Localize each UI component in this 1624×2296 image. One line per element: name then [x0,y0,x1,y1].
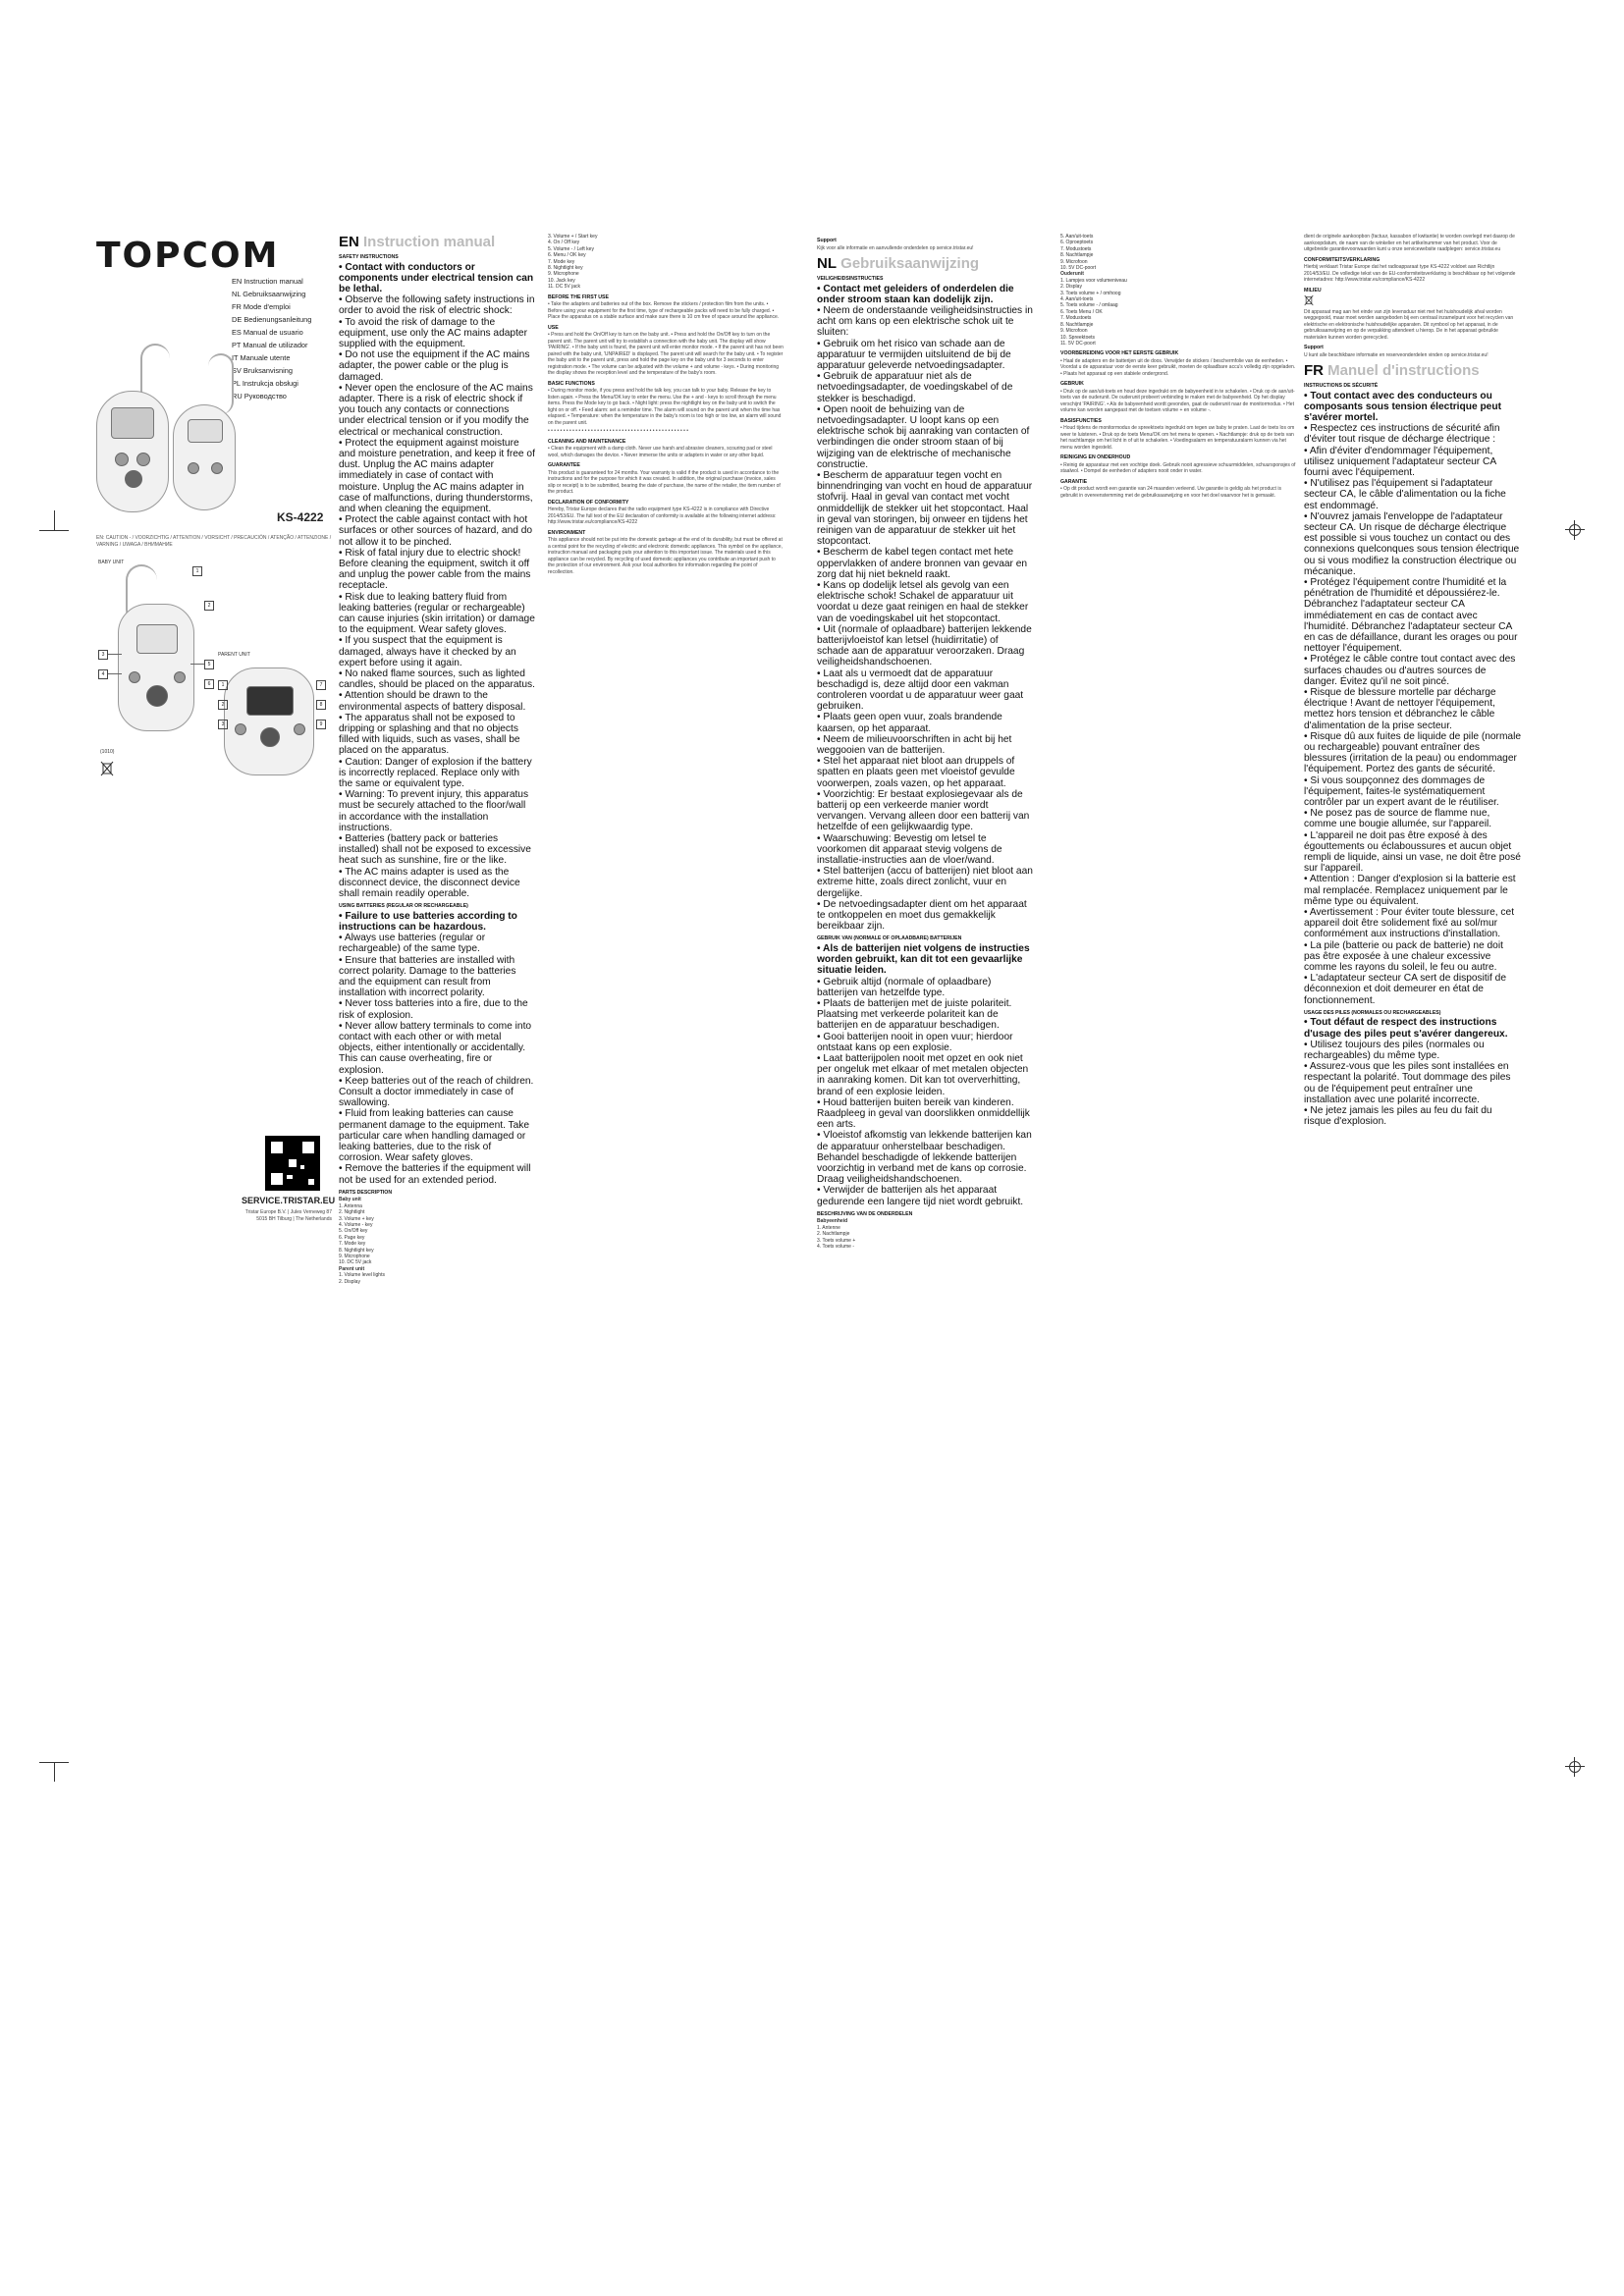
fr-safety-item: • Tout contact avec des conducteurs ou composants sous tension électrique peut s'avérer mortel. [1304,390,1501,423]
nl-column [817,234,1033,1250]
nl-safety-heading: VEILIGHEIDSINSTRUCTIES [817,276,884,282]
en-parts-heading: PARTS DESCRIPTION [339,1189,393,1196]
en-before-heading: BEFORE THE FIRST USE [548,294,609,300]
model-number: KS-4222 [277,510,324,524]
nl-safety-item: • Gebruik de apparatuur niet als de netvoedingsadapter, de voedingskabel of de stekker is beschadigd. [817,371,1013,404]
part-item: 1. Antenne [817,1224,840,1231]
en-safety-item: • Observe the following safety instructions in order to avoid the risk of electric shock: [339,294,535,317]
fr-safety-item: • L'adaptateur secteur CA sert de dispositif de déconnexion et doit demeurer en état de fonctionnement. [1304,973,1506,1006]
part-item: 10. DC 5V jack [339,1259,372,1266]
en-safety-item: • Risk due to leaking battery fluid from leaking batteries (regular or rechargeable) can cause injuries (skin irritation) or damage to the equipment. Wear safety gloves. [339,591,535,636]
nl-support-heading: Support [817,238,837,243]
nl-safety-item: • Waarschuwing: Bevestig om letsel te voorkomen dit apparaat stevig volgens de installatie-instructies aan de vloer/wand. [817,832,1002,867]
nl-cleaning-heading: REINIGING EN ONDERHOUD [1060,454,1131,461]
part-item: 6. Page key [339,1234,365,1241]
en-battery-item: • Failure to use batteries according to instructions can be hazardous. [339,910,517,933]
en-conformity-heading: DECLARATION OF CONFORMITY [548,499,629,506]
part-item: 3. Toets volume + [817,1237,856,1244]
crop-mark [39,530,69,531]
nl-safety-item: • Stel het apparaat niet bloot aan druppels of spatten en plaats geen met vloeistof gevulde voorwerpen, zoals vazen, op het apparaat. [817,756,1015,789]
nl-environment-text: Dit apparaat mag aan het einde van zijn levensduur niet met het huishoudelijk afval worden weggegooid, maar moet worden aangeboden bij een centraal inzamelpunt voor het recyclen van elektrische en elektronische huishoudelijke apparaten. Dit symbool op het apparaat, in de gebruiksaanwijzing en op de verpakking attendeert u hierop. De in het apparaat gebruikte materialen kunnen worden gerecycled. [1304,308,1514,341]
language-item: PL Instrukcja obsługi [232,379,298,388]
part-item: 2. Nightlight [339,1209,365,1216]
fr-safety-item: • Protégez l'équipement contre l'humidité et la pénétration de l'humidité et dépoussiérez-le. Débranchez l'adaptateur secteur CA immédiatement en cas de contact avec l'humidité. Débranchez l'adaptateur secteur CA en cas de défaillance, durant les orages ou pour nettoyer l'équipement. [1304,576,1518,655]
en-cleaning-text: • Clean the equipment with a damp cloth. Never use harsh and abrasive cleaners, scouring pad or steel wool, which damages the device. • Never immerse the units or adapters in water or any other liquid. [548,446,773,458]
nl-safety-item: • Stel batterijen (accu of batterijen) niet bloot aan extreme hitte, zoals direct zonlicht, vuur en dergelijke. [817,866,1033,899]
en-safety-item: • Warning: To prevent injury, this apparatus must be securely attached to the floor/wall in accordance with the installation instructions. [339,789,529,833]
service-address: Tristar Europe B.V. | Jules Verneweg 87 5015 BH Tilburg | The Netherlands [244,1209,332,1222]
en-safety-item: • Risk of fatal injury due to electric shock! Before cleaning the equipment, switch it off and unplug the power cable from the mains receptacle. [339,547,531,592]
fr-battery-item: • Utilisez toujours des piles (normales ou rechargeables) du même type. [1304,1039,1485,1061]
part-item: 8. Nachtlampje [1060,321,1094,328]
fr-safety-item: • Ne posez pas de source de flamme nue, comme une bougie allumée, sur l'appareil. [1304,808,1492,830]
nl-environment-heading: MILIEU [1304,287,1322,294]
fr-title: FR Manuel d'instructions [1304,362,1480,379]
part-item: 11. 5V DC-poort [1060,340,1096,347]
en-safety-list [339,262,535,900]
en-column [339,234,535,1285]
nl-basic-heading: BASISFUNCTIES [1060,417,1102,424]
fr-safety-item: • La pile (batterie ou pack de batterie) ne doit pas être exposée à une chaleur excessive comme les rayons du soleil, le feu ou autre. [1304,939,1503,974]
language-item: SV Bruksanvisning [232,366,294,375]
fr-battery-item: • Tout défaut de respect des instructions d'usage des piles peut s'avérer dangereux. [1304,1017,1508,1040]
en-cleaning-heading: CLEANING AND MAINTENANCE [548,438,626,445]
part-item: 9. Microfoon [1060,328,1088,335]
nl-baby-parts-cont [1060,234,1296,347]
part-item: 7. Modustoets [1060,245,1092,252]
part-item: 9. Microphone [548,271,579,278]
nl-use-heading: GEBRUIK [1060,381,1084,388]
en-conformity-text: Hereby, Tristar Europe declares that the radio equipment type KS-4222 is in compliance with Directive 2014/53/EU. The full text of the EU declaration of conformity is available at the following internet address: http://www.tristar.eu/compliance/KS-4222 [548,507,777,526]
fr-safety-list [1304,391,1522,1006]
en-basic-heading: BASIC FUNCTIONS [548,380,595,387]
en-environment-text: This appliance should not be put into the domestic garbage at the end of its durability, but must be offered at a central point for the recycling of electric and electronic domestic appliances. This symbol on the appliance, instruction manual and packaging puts your attention to this important issue. The materials used in this appliance can be recycled. By recycling of used domestic appliances you contribute an important push to the protection of our environment. Ask your local authorities for information regarding the point of recollection. [548,537,783,575]
nl-support-heading-2: Support [1304,345,1324,350]
en-safety-item: • The AC mains adapter is used as the disconnect device, the disconnect device shall remain readily operable. [339,866,520,900]
date-code: (1010) [100,749,115,755]
nl-safety-item: • Uit (normale of oplaadbare) batterijen lekkende batterijvloeistof kan letsel (huidirritatie) of schade aan de apparatuur veroorzaken. Draag veiligheidshandschoenen. [817,623,1032,668]
part-item: 5. Volume - / Left key [548,245,594,252]
parent-unit-drawing [224,667,314,775]
en-environment-heading: ENVIRONMENT [548,529,586,536]
nl-safety-item: • Open nooit de behuizing van de netvoedingsadapter. U loopt kans op een elektrische schok bij aanraking van contacten of verbindingen die onder stroom staan of bij wijziging van de elektrische of mechanische constructie. [817,403,1030,470]
en-column-2 [548,234,784,575]
nl-cleaning-text: • Reinig de apparatuur met een vochtige doek. Gebruik nooit agressieve schuurmiddelen, schuursponsjes of staalwol. • Dompel de eenheden of adapters nooit onder in water. [1060,461,1296,475]
nl-safety-item: • Laat als u vermoedt dat de apparatuur beschadigd is, deze altijd door een vakman controleren voordat u de apparatuur weer gaat gebruiken. [817,667,1024,713]
fr-safety-item: • Avertissement : Pour éviter toute blessure, cet appareil doit être solidement fixé au sol/mur conformément aux instructions d'installation. [1304,907,1515,940]
brand-logo: TOPCOM [96,236,280,276]
language-item: RU Руководство [232,392,287,400]
fr-safety-heading: INSTRUCTIONS DE SÉCURITÉ [1304,383,1379,389]
part-item: 1. Volume level lights [339,1272,385,1279]
en-safety-item: • Do not use the equipment if the AC mains adapter, the power cable or the plug is damaged. [339,349,530,383]
nl-title: NL Gebruiksaanwijzing [817,255,980,272]
nl-safety-item: • Neem de milieuvoorschriften in acht bij het weggooien van de batterijen. [817,733,1012,757]
en-use-heading: USE [548,324,559,331]
nl-battery-item: • Laat batterijpolen nooit met opzet en ook niet per ongeluk met elkaar of met metalen objecten in aanraking komen. Dit kan tot oververhitting, brand of een explosie leiden. [817,1053,1029,1097]
en-safety-item: • Never open the enclosure of the AC mains adapter. There is a risk of electric shock if you touch any contacts or connections under electrical tension or if you modify the electrical or mechanical construction. [339,382,533,438]
crop-mark [54,510,55,530]
part-item: 5. Toets volume - / omlaag [1060,302,1118,309]
nl-safety-item: • Contact met geleiders of onderdelen die onder stroom staan kan dodelijk zijn. [817,283,1014,305]
part-item: 1. Lampjes voor volumeniveau [1060,277,1127,284]
nl-fr-column [1304,234,1522,1127]
part-item: 7. Mode key [548,258,575,265]
nl-guarantee-heading: GARANTIE [1060,478,1088,485]
part-item: 6. Menu / OK key [548,252,586,259]
language-item: PT Manual de utilizador [232,341,308,349]
nl-battery-item: • Gooi batterijen nooit in open vuur; hierdoor ontstaat kans op een explosie. [817,1031,1013,1053]
en-safety-item: • Batteries (battery pack or batteries installed) shall not be exposed to excessive heat such as sunshine, fire or the like. [339,833,531,867]
nl-safety-item: • De netvoedingsadapter dient om het apparaat te ontkoppelen en moet dus gemakkelijk bereikbaar zijn. [817,898,1027,933]
en-before-text: • Take the adapters and batteries out of the box. Remove the stickers / protection film from the units. • Before using your equipment for the first time, type of rechargeable packs will need to be fully charged. • Place the apparatus on a stable surface and make sure there is 10 cm free of space around the appliance. [548,301,780,321]
crop-mark [54,1762,55,1782]
parent-unit-label: PARENT UNIT [218,652,250,658]
part-item: 8. Nightlight key [339,1247,374,1254]
nl-before-text: • Haal de adapters en de batterijen uit de doos. Verwijder de stickers / beschermfolie van de eenheden. • Voordat u de apparatuur voor de eerste keer gebruikt, moeten de oplaadbare accu's volledig zijn opgeladen. • Plaats het apparaat op een stabiele ondergrond. [1060,357,1296,377]
multilang-caption: EN: CAUTION - / VOORZICHTIG / ATTENTION / VORSICHT / PRECAUCIÓN / ATENÇÃO / ATTENZIONE / VARNING / UWAGA / ВНИМАНИЕ [96,535,332,548]
en-safety-item: • Caution: Danger of explosion if the battery is incorrectly replaced. Replace only with the same or equivalent type. [339,756,532,790]
en-battery-item: • Keep batteries out of the reach of children. Consult a doctor immediately in case of swallowing. [339,1075,534,1109]
part-item: 2. Nachtlampje [817,1231,850,1238]
en-batteries-list [339,911,535,1186]
weee-bin-icon [1304,294,1314,306]
qr-code [265,1136,320,1191]
weee-bin-icon [100,761,114,776]
nl-safety-item: • Voorzichtig: Er bestaat explosiegevaar als de batterij op een verkeerde manier wordt vervangen. Vervang alleen door een batterij van hetzelfde of een gelijkwaardig type. [817,788,1030,833]
nl-safety-item: • Gebruik om het risico van schade aan de apparatuur te vermijden uitsluitend de bij de apparatuur geleverde netvoedingsadapter. [817,338,1011,371]
nl-batteries-list [817,943,1033,1207]
part-item: 10. Spreektoets [1060,334,1096,341]
nl-guarantee-cont: dient de originele aankoopbon (factuur, kassabon of kwitantie) te worden overlegd met daarop de aankoopdatum, de naam van de winkelier en het artikelnummer van het product. Voor de uitgebreide garantievoorwaarden kunt u onze servicewebsite raadplegen: service.tristar.eu [1304,234,1515,252]
baby-unit-drawing [118,604,194,731]
nl-parts-heading: BESCHRIJVING VAN DE ONDERDELEN [817,1210,913,1217]
en-safety-item: • Protect the cable against contact with hot surfaces or other sources of hazard, and do not allow it to be pinched. [339,514,533,548]
fr-safety-item: • Attention : Danger d'explosion si la batterie est mal remplacée. Remplacez uniquement par le même type ou équivalent. [1304,874,1516,907]
part-item: 6. Oproeptoets [1060,240,1094,246]
language-list [232,275,330,402]
en-use-text: • Press and hold the On/Off key to turn on the baby unit. • Press and hold the On/Off key to turn on the parent unit. The parent unit will try to establish a connection with the baby unit. The display will show 'PAIRING'. • If the baby unit is found, the parent unit will enter monitor mode. • If the parent unit has not been paired with the baby unit, 'UNPAIRED' is displayed. The parent unit will search for the baby unit. • To register the baby unit to the parent unit, press and hold the page key on the baby unit for 3 seconds to enter registration mode. • The volume can be adjusted with the volume + and volume - keys. • During monitoring the display shows the reception level and the temperature of the baby's room. [548,332,784,377]
part-item: 4. On / Off key [548,240,580,246]
part-item: 10. 5V DC-poort [1060,265,1097,272]
nl-basic-text: • Houd tijdens de monitormodus de spreektoets ingedrukt om tegen uw baby te praten. Laat de toets los om weer te luisteren. • Druk op de toets Menu/OK om het menu te openen. • Nachtlampje: druk op de toets van het nachtlampje om het licht in of uit te schakelen. • Voedingsalarm en temperatuuralarm kunnen via het menu worden ingesteld. [1060,425,1295,451]
nl-battery-item: • Houd batterijen buiten bereik van kinderen. Raadpleeg in geval van doorslikken onmiddellijk een arts. [817,1096,1030,1131]
en-battery-item: • Never toss batteries into a fire, due to the risk of explosion. [339,998,528,1021]
fr-batteries-heading: USAGE DES PILES (NORMALES OU RECHARGEABLES) [1304,1009,1441,1016]
nl-battery-item: • Verwijder de batterijen als het apparaat gedurende een langere tijd niet wordt gebruikt. [817,1185,1024,1207]
fr-batteries-list [1304,1017,1522,1127]
en-parent-parts-list [548,234,784,291]
en-guarantee-text: This product is guaranteed for 24 months. Your warranty is valid if the product is used in accordance to the instructions and for the purpose for which it was created. In addition, the original purchase (invoice, sales slip or receipt) is to be submitted, bearing the date of purchase, the name of the retailer, the item number of the product. [548,469,781,496]
baby-unit-photo [173,404,236,510]
part-item: 10. Jack key [548,277,575,284]
en-parent-unit-label: Parent unit [339,1265,365,1272]
part-item: 4. Aan/uit-toets [1060,296,1094,303]
en-battery-item: • Remove the batteries if the equipment will not be used for an extended period. [339,1163,531,1186]
part-item: 3. Volume + / Start key [548,234,598,240]
part-item: 7. Modustoets [1060,315,1092,322]
registration-mark [1565,520,1585,540]
en-safety-item: • Contact with conductors or components under electrical tension can be lethal. [339,261,534,294]
nl-safety-item: • Bescherm de apparatuur tegen vocht en binnendringing van vocht en houd de apparatuur stofvrij. Haal in geval van contact met vocht onmiddellijk de stekker uit het stopcontact. Haal in geval van storingen, bij onweer en tijdens het reinigen van de apparatuur de stekker uit het stopcontact. [817,469,1033,548]
en-batteries-heading: USING BATTERIES (REGULAR OR RECHARGEABLE) [339,903,468,910]
nl-battery-item: • Vloeistof afkomstig van lekkende batterijen kan de apparatuur onherstelbaar beschadigen. Behandel beschadigde of lekkende batterijen voorzichtig in verband met de kans op corrosie. Draag veiligheidshandschoenen. [817,1130,1032,1186]
fr-safety-item: • Protégez le câble contre tout contact avec des surfaces chaudes ou d'autres sources de danger. Évitez qu'il ne soit pincé. [1304,654,1516,687]
nl-guarantee-text: • Op dit product wordt een garantie van 24 maanden verleend. Uw garantie is geldig als het product is gebruikt in overeenstemming met de gebruiksaanwijzing en voor het doel waarvoor het is gemaakt. [1060,486,1281,499]
nl-use-text: • Druk op de aan/uit-toets en houd deze ingedrukt om de babyeenheid in te schakelen. • Druk op de aan/uit-toets van de ouderunit. De ouderunit probeert verbinding te maken met de babyeenheid. Op het display verschijnt 'PAIRING'. • Als de babyeenheid wordt gevonden, gaat de ouderunit naar de monitormodus. • Het volume kan worden aangepast met de toetsen volume + en volume -. [1060,388,1295,414]
en-safety-item: • The apparatus shall not be exposed to dripping or splashing and that no objects filled with liquids, such as vases, shall be placed on the apparatus. [339,712,520,757]
part-item: 9. Microphone [339,1254,370,1260]
part-item: 4. Toets volume - [817,1243,854,1250]
nl-safety-item: • Kans op dodelijk letsel als gevolg van een elektrische schok! Schakel de apparatuur uit voordat u deze gaat reinigen en haal de stekker van de voedingskabel uit het stopcontact. [817,579,1029,624]
part-item: 2. Display [1060,284,1082,291]
language-item: ES Manual de usuario [232,328,303,337]
part-item: 2. Display [339,1278,360,1285]
parent-unit-photo [96,391,169,512]
nl-before-heading: VOORBEREIDING VOOR HET EERSTE GEBRUIK [1060,350,1179,357]
en-baby-parts-list [339,1197,535,1285]
nl-support-text-2: U kunt alle beschikbare informatie en reserveonderdelen vinden op service.tristar.eu! [1304,351,1489,358]
nl-safety-item: • Bescherm de kabel tegen contact met hete oppervlakken of andere bronnen van gevaar en zorg dat hij niet bekneld raakt. [817,547,1028,580]
nl-column-2 [1060,234,1296,499]
fr-safety-item: • N'ouvrez jamais l'enveloppe de l'adaptateur secteur CA. Un risque de décharge électrique est possible si vous touchez un contact ou des connexions quelconques sous tension électrique ou si vous modifiez la construction électrique ou mécanique. [1304,510,1520,577]
language-item: EN Instruction manual [232,277,303,286]
en-basic-text: • During monitor mode, if you press and hold the talk key, you can talk to your baby. Release the key to listen again. • Press the Menu/OK key to enter the menu. Use the + and - keys to scroll through the menu items. Press the Mode key to go back. • Night light: press the nightlight key on the baby unit to switch the light on or off. • Feed alarm: set a reminder time. The alarm will sound on the parent unit when the time has elapsed. • Temperature: when the temperature in the baby's room is too high or too low, an alarm will sound on the parent unit. [548,388,782,426]
fr-safety-item: • L'appareil ne doit pas être exposé à des égouttements ou éclaboussures et aucun objet rempli de liquide, ainsi un vase, ne doit être posé sur l'appareil. [1304,829,1521,875]
part-item: 4. Volume - key [339,1221,373,1228]
nl-baby-parts-list [817,1218,1033,1250]
fr-safety-item: • Risque dû aux fuites de liquide de pile (normale ou rechargeable) pouvant entraîner des blessures (irritation de la peau) ou endommager l'équipement. Portez des gants de sécurité. [1304,730,1522,775]
fr-safety-item: • N'utilisez pas l'équipement si l'adaptateur secteur CA, le câble d'alimentation ou la fiche est endommagé. [1304,478,1506,511]
en-baby-unit-label: Baby unit [339,1197,361,1203]
service-url: SERVICE.TRISTAR.EU [242,1196,336,1205]
language-item: FR Mode d'emploi [232,302,291,311]
part-item: 9. Microfoon [1060,258,1088,265]
part-item: 6. Toets Menu / OK [1060,308,1103,315]
language-item: IT Manuale utente [232,353,291,362]
fr-safety-item: • Risque de blessure mortelle par décharge électrique ! Avant de nettoyer l'équipement, mettez hors tension et débranchez le câble d'alimentation de la prise secteur. [1304,686,1496,731]
part-item: 7. Mode key [339,1241,366,1248]
fr-safety-item: • Si vous soupçonnez des dommages de l'équipement, faites-le systématiquement contrôler par un expert avant de le réutiliser. [1304,774,1499,809]
part-item: 5. On/Off key [339,1228,368,1235]
language-item: DE Bedienungsanleitung [232,315,312,324]
en-battery-item: • Ensure that batteries are installed with correct polarity. Damage to the batteries and the equipment can result from installation with incorrect polarity. [339,954,516,999]
part-item: 5. Aan/uit-toets [1060,234,1094,240]
nl-parent-unit-label: Ouderunit [1060,271,1084,278]
registration-mark [1565,1757,1585,1777]
nl-conformity-text: Hierbij verklaart Tristar Europe dat het radioapparaat type KS-4222 voldoet aan Richtlijn 2014/53/EU. De volledige tekst van de EU-conformiteitsverklaring is beschikbaar op het volgende internetadres: http://www.tristar.eu/compliance/KS-4222 [1304,264,1516,283]
en-safety-item: • No naked flame sources, such as lighted candles, should be placed on the apparatus. [339,668,535,691]
part-item: 3. Toets volume + / omhoog [1060,290,1121,296]
nl-battery-item: • Plaats de batterijen met de juiste polariteit. Plaatsing met verkeerde polariteit kan de batterijen en de apparatuur beschadigen. [817,998,1012,1032]
fr-battery-item: • Assurez-vous que les piles sont installées en respectant la polarité. Tout dommage des piles ou de l'équipement peut entraîner une installation avec une polarité incorrecte. [1304,1061,1511,1105]
part-item: 8. Nightlight key [548,265,583,272]
nl-baby-unit-label: Babyeenheid [817,1218,848,1225]
nl-safety-item: • Plaats geen open vuur, zoals brandende kaarsen, op het apparaat. [817,712,1002,734]
en-safety-item: • Protect the equipment against moisture and moisture penetration, and keep it free of dust. Unplug the AC mains adapter immediately in case of contact with moisture. Unplug the AC mains adapter in case of malfunctions, during thunderstorms, and when cleaning the equipment. [339,437,535,514]
part-item: 11. DC 5V jack [548,284,580,291]
nl-safety-list [817,284,1033,933]
en-basic-text-2: • • • • • • • • • • • • • • • • • • • • • • • • • • • • • • • • • • • • • • • • • • • • • • [548,428,689,435]
fr-safety-item: • Afin d'éviter d'endommager l'équipement, utilisez uniquement l'adaptateur secteur CA fourni avec l'équipement. [1304,445,1496,478]
nl-conformity-heading: CONFORMITEITSVERKLARING [1304,256,1380,263]
en-battery-item: • Never allow battery terminals to come into contact with each other or with metal objects, either intentionally or accidentally. This can cause overheating, fire or explosion. [339,1020,532,1076]
part-item: 8. Nachtlampje [1060,252,1094,259]
part-item: 1. Antenna [339,1202,362,1209]
en-battery-item: • Always use batteries (regular or rechargeable) of the same type. [339,933,486,955]
nl-battery-item: • Gebruik altijd (normale of oplaadbare) batterijen van hetzelfde type. [817,976,992,998]
en-guarantee-heading: GUARANTEE [548,462,580,469]
nl-safety-item: • Neem de onderstaande veiligheidsinstructies in acht om kans op een elektrische schok uit te sluiten: [817,304,1033,339]
en-battery-item: • Fluid from leaking batteries can cause permanent damage to the equipment. Take particular care when handling damaged or leaking batteries, due to the risk of corrosion. Wear safety gloves. [339,1108,530,1164]
en-title: EN Instruction manual [339,234,496,250]
en-safety-heading: SAFETY INSTRUCTIONS [339,254,399,260]
en-safety-item: • To avoid the risk of damage to the equipment, use only the AC mains adapter supplied with the equipment. [339,316,527,349]
language-item: NL Gebruiksaanwijzing [232,290,306,298]
en-safety-item: • If you suspect that the equipment is damaged, always have it checked by an expert before using it again. [339,635,516,668]
nl-battery-item: • Als de batterijen niet volgens de instructies worden gebruikt, kan dit tot een gevaarlijke situatie leiden. [817,942,1030,977]
part-item: 3. Volume + key [339,1215,374,1222]
en-safety-item: • Attention should be drawn to the environmental aspects of battery disposal. [339,690,526,713]
nl-support-text: Kijk voor alle informatie en aanvullende onderdelen op service.tristar.eu! [817,244,974,251]
fr-safety-item: • Respectez ces instructions de sécurité afin d'éviter tout risque de décharge électrique : [1304,423,1500,446]
fr-battery-item: • Ne jetez jamais les piles au feu du fait du risque d'explosion. [1304,1105,1492,1128]
nl-batteries-heading: GEBRUIK VAN (NORMALE OF OPLAADBARE) BATTERIJEN [817,935,962,942]
baby-unit-label: BABY UNIT [98,560,125,565]
